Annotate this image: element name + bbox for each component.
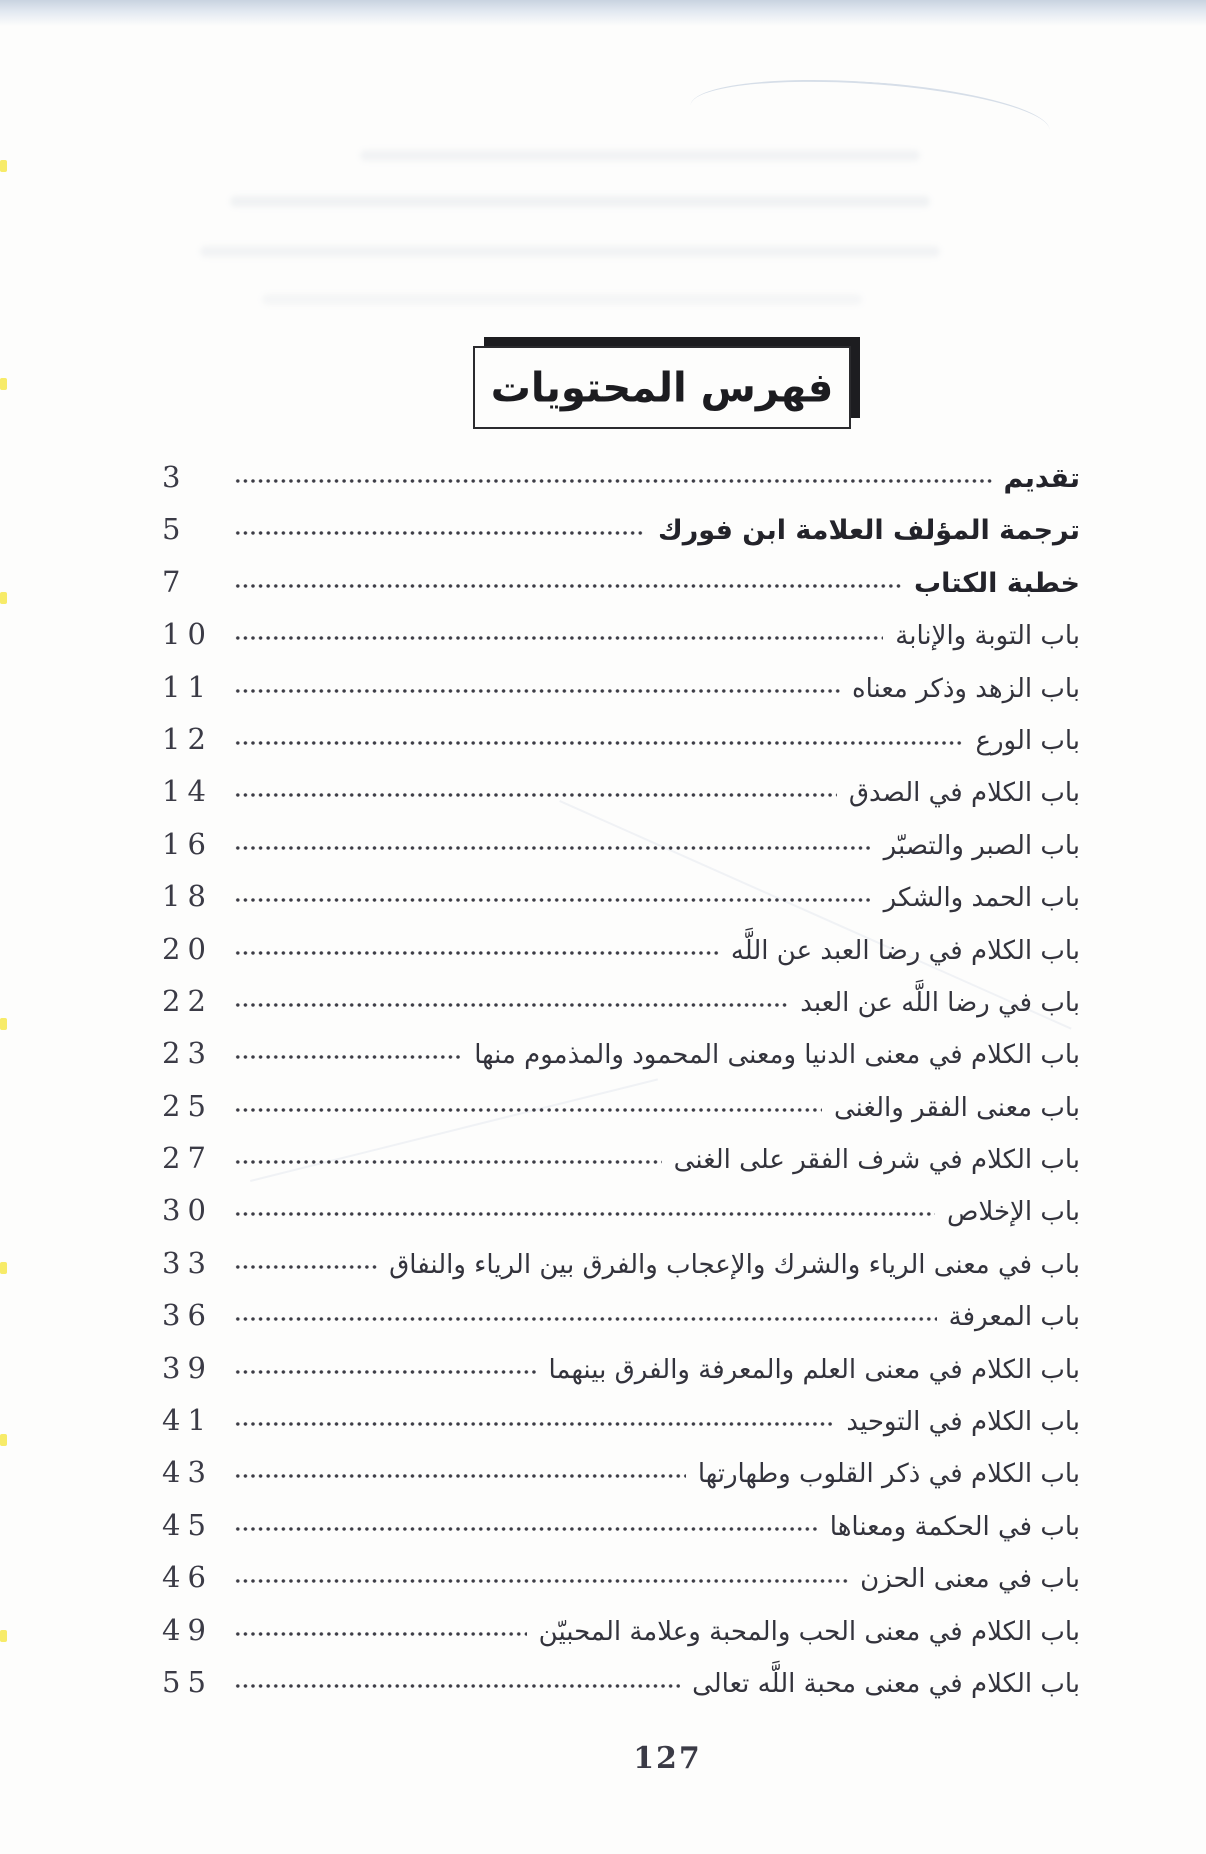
leader-dots bbox=[234, 478, 992, 484]
bleedthrough-text-line bbox=[360, 150, 920, 161]
leader-dots bbox=[234, 897, 872, 903]
toc-entry bbox=[150, 512, 1080, 547]
page-edge-tick bbox=[0, 1630, 7, 1642]
leader-dots bbox=[234, 1578, 848, 1584]
page-edge-tick bbox=[0, 592, 7, 604]
toc-entry-page-number: 11 bbox=[162, 669, 213, 704]
toc-entry-title: باب الكلام في معنى العلم والمعرفة والفرق بينهما bbox=[548, 1354, 1080, 1385]
toc-entry-page-number: 14 bbox=[162, 774, 213, 809]
toc-entry bbox=[150, 1455, 1080, 1490]
toc-entry-page-number: 49 bbox=[162, 1612, 213, 1647]
toc-entry bbox=[150, 669, 1080, 704]
leader-dots bbox=[234, 1107, 822, 1113]
toc-entry bbox=[150, 617, 1080, 652]
toc-entry-title: باب الكلام في ذكر القلوب وطهارتها bbox=[697, 1459, 1080, 1490]
contents-title: فهرس المحتويات bbox=[490, 364, 834, 411]
toc-entry-page-number: 43 bbox=[162, 1455, 213, 1490]
toc-entry-page-number: 3 bbox=[162, 460, 188, 494]
toc-entry bbox=[150, 983, 1080, 1018]
toc-entry bbox=[150, 1141, 1080, 1176]
toc-entry-page-number: 30 bbox=[162, 1193, 213, 1228]
toc-entry bbox=[150, 1298, 1080, 1333]
toc-entry-title: باب الكلام في الصدق bbox=[848, 778, 1080, 809]
toc-entry bbox=[150, 1036, 1080, 1071]
toc-entry-title: باب في رضا اللَّه عن العبد bbox=[800, 987, 1080, 1018]
toc-entry-page-number: 55 bbox=[162, 1664, 213, 1699]
toc-entry-page-number: 18 bbox=[162, 879, 213, 914]
page-edge-tick bbox=[0, 160, 7, 172]
toc-entry-title: باب الإخلاص bbox=[947, 1197, 1080, 1228]
leader-dots bbox=[234, 740, 963, 746]
leader-dots bbox=[234, 688, 840, 694]
toc-entry-title: باب الكلام في معنى الدنيا ومعنى المحمود والمذموم منها bbox=[474, 1040, 1080, 1071]
toc-entry-page-number: 33 bbox=[162, 1245, 213, 1280]
leader-dots bbox=[234, 1631, 527, 1637]
toc-entry-page-number: 39 bbox=[162, 1350, 213, 1385]
toc-entry bbox=[150, 1350, 1080, 1385]
toc-entry bbox=[150, 1088, 1080, 1123]
toc-entry-title: باب معنى الفقر والغنى bbox=[834, 1092, 1080, 1123]
toc-entry-page-number: 23 bbox=[162, 1036, 213, 1071]
leader-dots bbox=[234, 1683, 680, 1689]
contents-title-box bbox=[473, 346, 851, 429]
toc-entry bbox=[150, 1664, 1080, 1699]
scan-edge-band bbox=[0, 0, 1206, 26]
toc-entry-title: باب الورع bbox=[975, 725, 1080, 756]
toc-entry bbox=[150, 931, 1080, 966]
toc-entry-page-number: 36 bbox=[162, 1298, 213, 1333]
toc-entry-title: باب الكلام في التوحيد bbox=[846, 1407, 1080, 1438]
toc-entry-title: باب الحمد والشكر bbox=[883, 883, 1080, 914]
toc-entry-page-number: 12 bbox=[162, 721, 213, 756]
bleedthrough-text-line bbox=[262, 294, 862, 305]
toc-entry-title: خطبة الكتاب bbox=[914, 567, 1080, 599]
toc-entry-title: باب الكلام في معنى محبة اللَّه تعالى bbox=[692, 1668, 1080, 1699]
toc-entry bbox=[150, 721, 1080, 756]
toc-entry-page-number: 41 bbox=[162, 1403, 213, 1438]
toc-entry-title: باب الكلام في رضا العبد عن اللَّه bbox=[730, 935, 1080, 966]
toc-entry bbox=[150, 564, 1080, 599]
folio-page-number: 127 bbox=[633, 1741, 702, 1776]
toc-entry-title: باب التوبة والإنابة bbox=[895, 621, 1080, 652]
leader-dots bbox=[234, 1159, 662, 1165]
leader-dots bbox=[234, 1002, 788, 1008]
toc-entry-title: باب في الحكمة ومعناها bbox=[829, 1511, 1080, 1542]
leader-dots bbox=[234, 1421, 834, 1427]
bleedthrough-text-line bbox=[200, 246, 940, 257]
toc-entry-page-number: 46 bbox=[162, 1560, 213, 1595]
toc-entry-title: باب الكلام في معنى الحب والمحبة وعلامة المحبيّن bbox=[538, 1616, 1080, 1647]
toc-entry-page-number: 20 bbox=[162, 931, 213, 966]
leader-dots bbox=[234, 1369, 536, 1375]
leader-dots bbox=[234, 950, 719, 956]
toc-entry bbox=[150, 826, 1080, 861]
toc-entry-title: ترجمة المؤلف العلامة ابن فورك bbox=[658, 515, 1080, 547]
toc-entry-page-number: 7 bbox=[162, 564, 188, 599]
bleedthrough-text-line bbox=[230, 196, 930, 207]
toc-entry-page-number: 16 bbox=[162, 826, 213, 861]
toc-entry-page-number: 45 bbox=[162, 1507, 213, 1542]
toc-entry bbox=[150, 460, 1080, 494]
toc-entry-title: باب المعرفة bbox=[948, 1302, 1080, 1333]
toc-entry-title: باب الكلام في شرف الفقر على الغنى bbox=[673, 1145, 1080, 1176]
leader-dots bbox=[234, 1316, 937, 1322]
toc-entry-page-number: 27 bbox=[162, 1141, 213, 1176]
toc-entry-page-number: 10 bbox=[162, 617, 213, 652]
toc-entry bbox=[150, 879, 1080, 914]
leader-dots bbox=[234, 583, 902, 589]
page-edge-tick bbox=[0, 1018, 7, 1030]
toc-entry-page-number: 25 bbox=[162, 1088, 213, 1123]
toc-entry bbox=[150, 1245, 1080, 1280]
leader-dots bbox=[234, 845, 872, 851]
toc-entry bbox=[150, 1507, 1080, 1542]
toc-entry bbox=[150, 1193, 1080, 1228]
leader-dots bbox=[234, 1526, 818, 1532]
toc-entry-title: باب الصبر والتصبّر bbox=[883, 830, 1080, 861]
table-of-contents bbox=[150, 460, 1080, 1717]
leader-dots bbox=[234, 1054, 462, 1060]
leader-dots bbox=[234, 530, 646, 536]
leader-dots bbox=[234, 635, 883, 641]
toc-entry-title: تقديم bbox=[1003, 463, 1080, 494]
leader-dots bbox=[234, 1473, 686, 1479]
leader-dots bbox=[234, 1264, 377, 1270]
toc-entry bbox=[150, 1560, 1080, 1595]
leader-dots bbox=[234, 792, 837, 798]
toc-entry bbox=[150, 774, 1080, 809]
toc-entry-title: باب في معنى الحزن bbox=[860, 1564, 1080, 1595]
toc-entry-page-number: 5 bbox=[162, 512, 188, 547]
toc-entry-title: باب الزهد وذكر معناه bbox=[852, 673, 1080, 704]
toc-entry-title: باب في معنى الرياء والشرك والإعجاب والفرق بين الرياء والنفاق bbox=[389, 1249, 1080, 1280]
page-edge-tick bbox=[0, 378, 7, 390]
page-edge-tick bbox=[0, 1434, 7, 1446]
toc-entry-page-number: 22 bbox=[162, 983, 213, 1018]
toc-entry bbox=[150, 1612, 1080, 1647]
page-edge-tick bbox=[0, 1262, 7, 1274]
toc-entry bbox=[150, 1403, 1080, 1438]
leader-dots bbox=[234, 1211, 935, 1217]
